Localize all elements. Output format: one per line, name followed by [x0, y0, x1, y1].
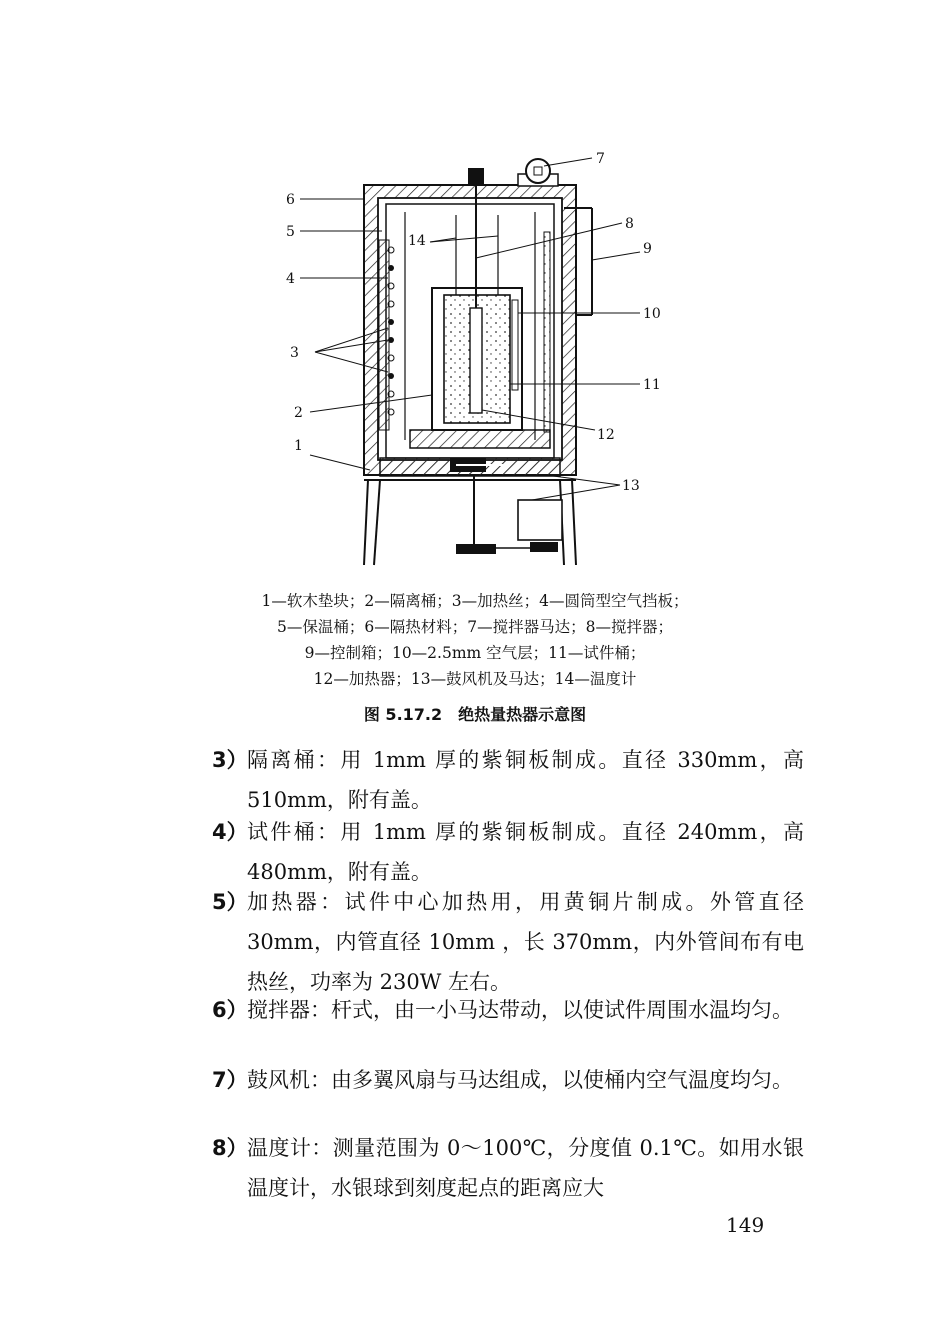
list-item [212, 1060, 804, 1100]
item-text: 隔离桶：用 1mm 厚的紫铜板制成。直径 330mm，高 510mm，附有盖。 [247, 748, 804, 812]
item-number: 5） [212, 890, 248, 914]
item-text: 搅拌器：杆式，由一小马达带动，以使试件周围水温均匀。 [247, 998, 793, 1022]
list-item [212, 990, 804, 1030]
callout-7: 7 [596, 151, 605, 167]
legend-line: 12—加热器；13—鼓风机及马达；14—温度计 [313, 670, 637, 688]
item-text: 鼓风机：由多翼风扇与马达组成，以使桶内空气温度均匀。 [247, 1068, 793, 1092]
callout-1: 1 [294, 438, 303, 454]
central-heater [470, 308, 482, 413]
calorimeter-diagram [260, 140, 680, 570]
callout-4: 4 [286, 271, 295, 287]
item-number: 7） [212, 1068, 248, 1092]
callout-9: 9 [643, 241, 652, 257]
callout-6: 6 [286, 192, 295, 208]
callout-3: 3 [290, 345, 299, 361]
item-text: 温度计：测量范围为 0～100℃，分度值 0.1℃。如用水银温度计，水银球到刻度起点的距离应大 [247, 1136, 804, 1200]
callout-11: 11 [643, 377, 661, 393]
list-item [212, 1128, 804, 1208]
stand-and-blower-motor [364, 476, 576, 565]
legend-line: 5—保温桶；6—隔热材料；7—搅拌器马达；8—搅拌器； [277, 618, 673, 636]
item-number: 8） [212, 1136, 248, 1160]
callout-12: 12 [597, 427, 615, 443]
figure-caption: 图 5.17.2 绝热量热器示意图 [363, 705, 587, 724]
list-item [212, 740, 804, 820]
list-item [212, 812, 804, 892]
figure-legend [0, 588, 950, 692]
callout-8: 8 [625, 216, 634, 232]
item-text: 加热器：试件中心加热用，用黄铜片制成。外管直径 30mm，内管直径 10mm ，长 370mm，内外管间布有电热丝，功率为 230W 左右。 [247, 890, 804, 994]
item-number: 3） [212, 748, 248, 772]
legend-line: 1—软木垫块；2—隔离桶；3—加热丝；4—圆筒型空气挡板； [261, 592, 689, 610]
list-item [212, 882, 804, 1002]
callout-13: 13 [622, 478, 640, 494]
item-text: 试件桶：用 1mm 厚的紫铜板制成。直径 240mm，高 480mm，附有盖。 [247, 820, 804, 884]
item-number: 6） [212, 998, 248, 1022]
legend-line: 9—控制箱；10—2.5mm 空气层；11—试件桶； [304, 644, 646, 662]
page-number: 149 [726, 1213, 765, 1237]
callout-5: 5 [286, 224, 295, 240]
callout-10: 10 [643, 306, 661, 322]
stirrer-motor [518, 159, 558, 186]
item-number: 4） [212, 820, 248, 844]
callout-14: 14 [408, 233, 426, 249]
callout-2: 2 [294, 405, 303, 421]
